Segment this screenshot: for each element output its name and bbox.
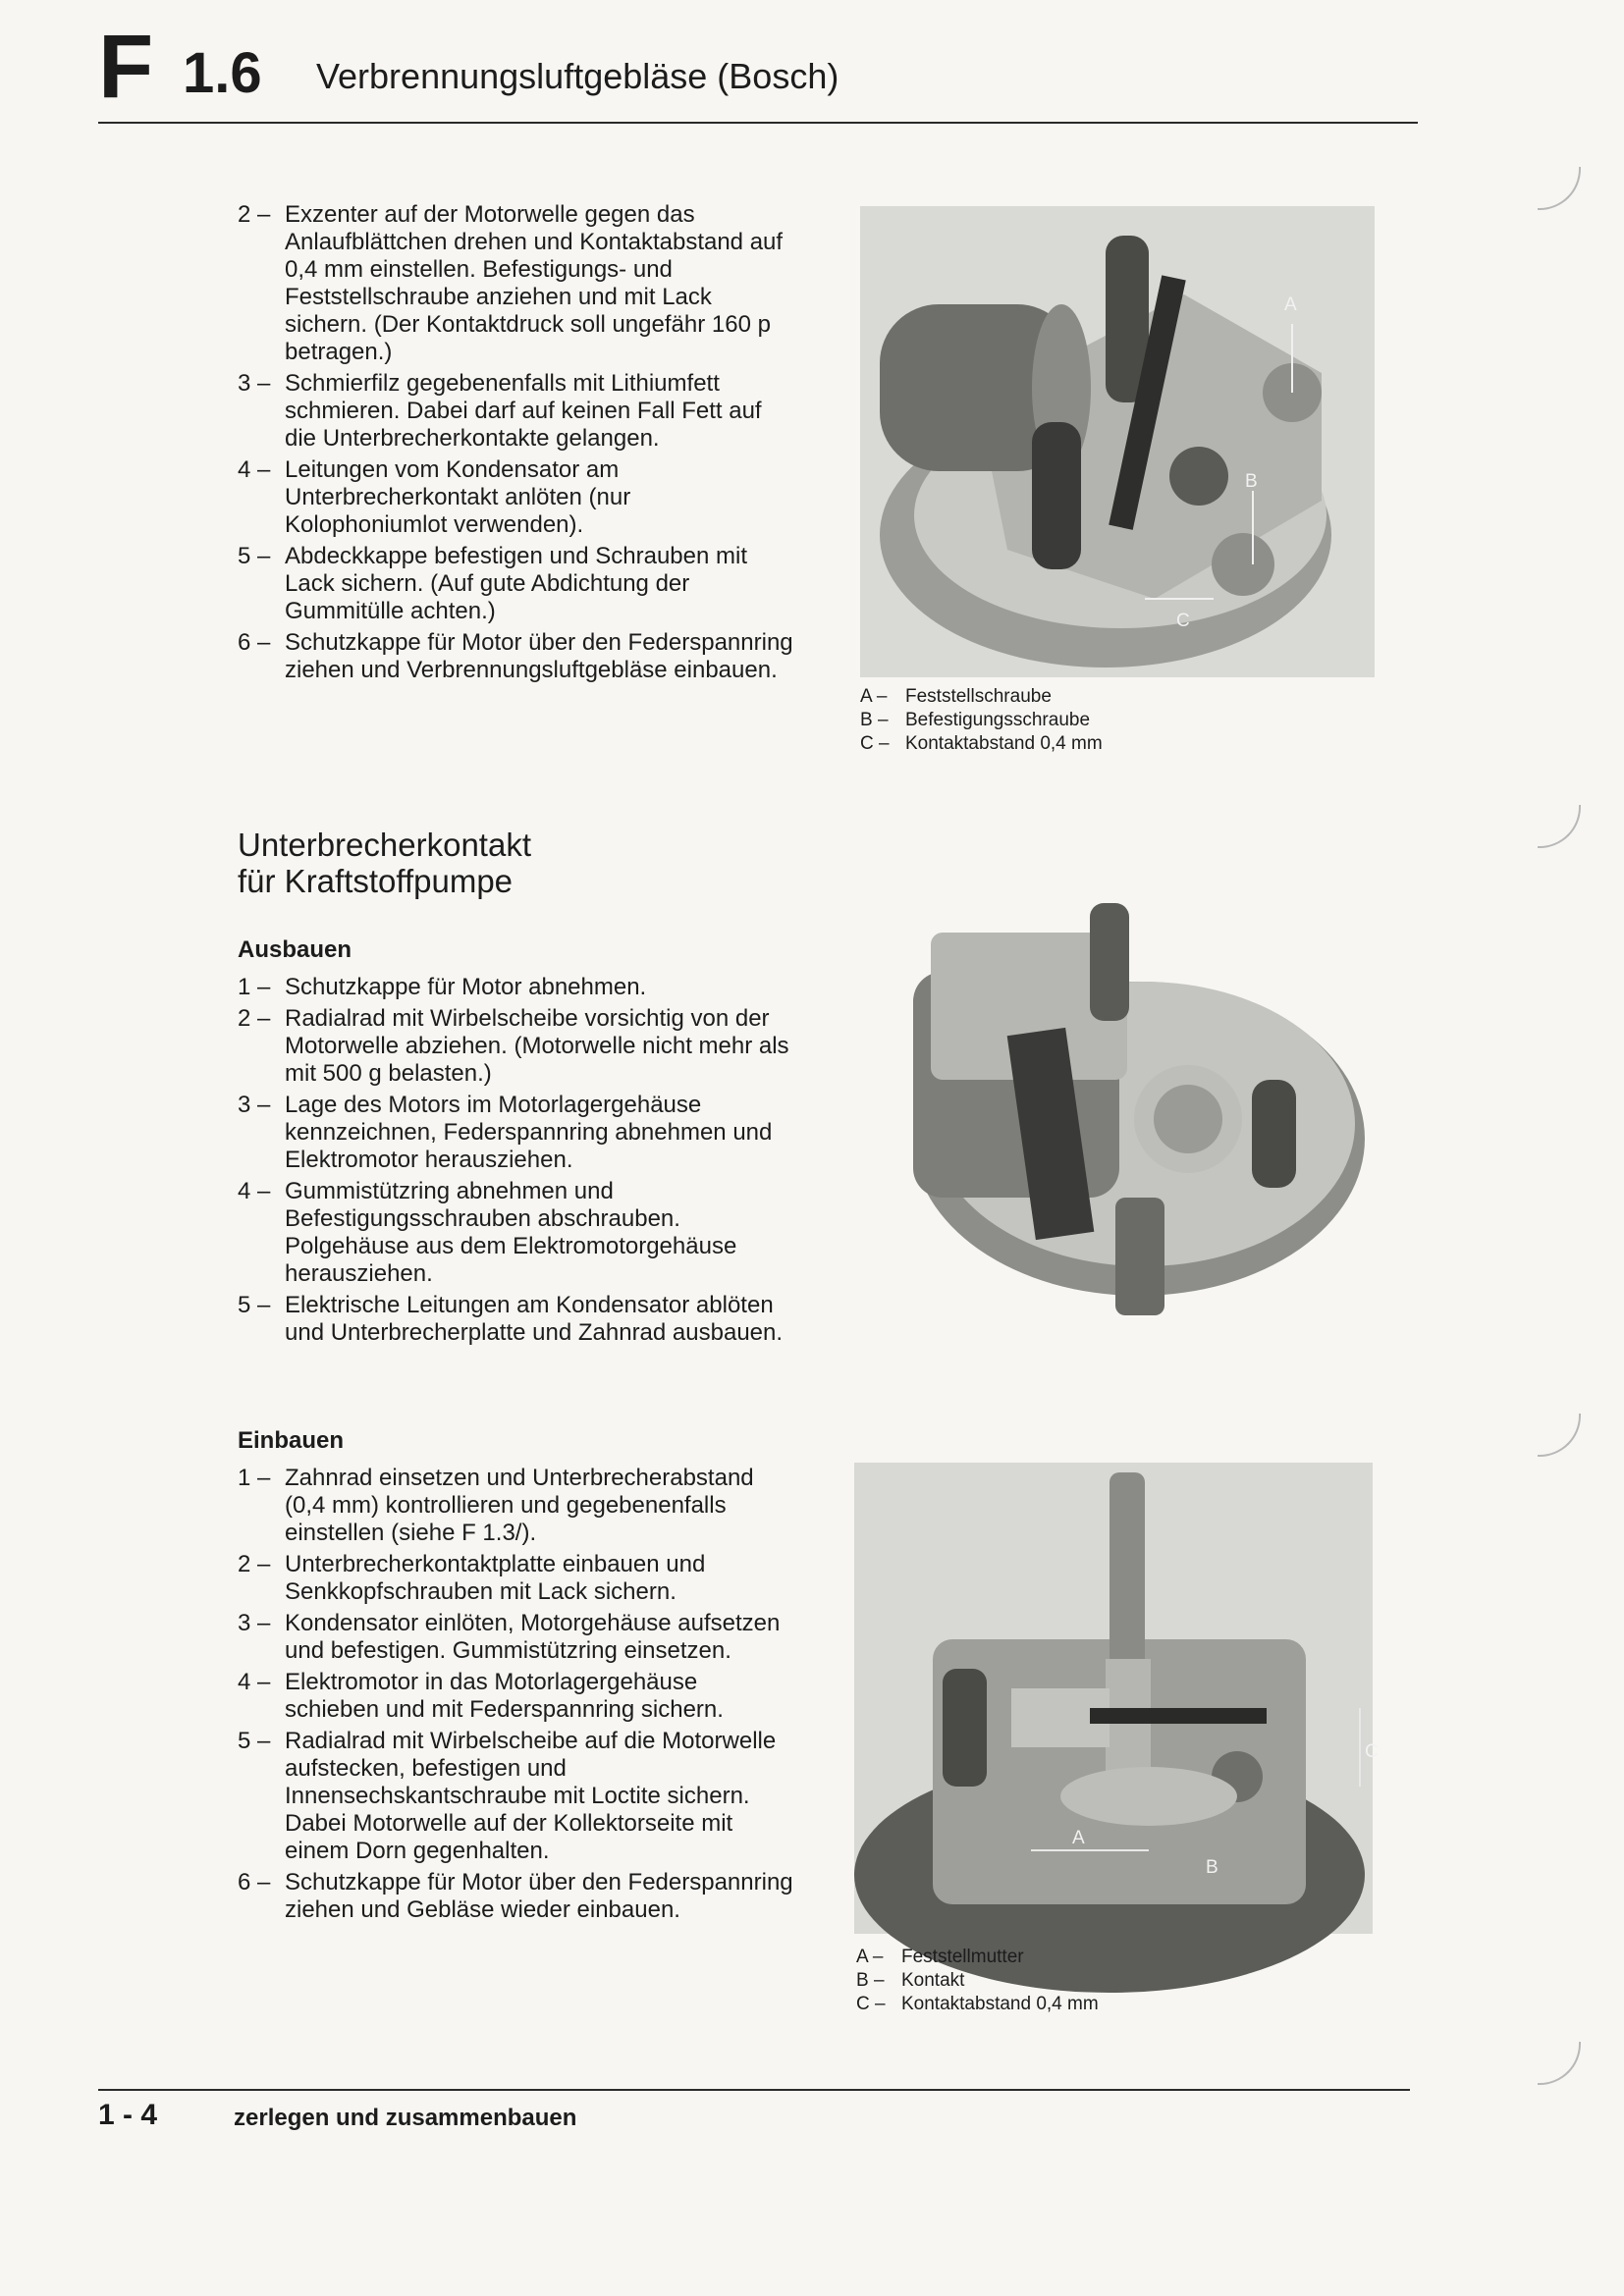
list-item: 3 – Kondensator einlöten, Motorgehäuse aufsetzen und befestigen. Gummistützring einsetzen. <box>238 1610 781 1664</box>
list-item: 4 – Gummistützring abnehmen und Befestigungsschrauben abschrauben. Polgehäuse aus dem Elektromotorgehäuse herausziehen. <box>238 1178 737 1287</box>
label-b: B <box>1206 1857 1218 1878</box>
photo-motor-shaft <box>854 1463 1379 1934</box>
list-item: 5 – Elektrische Leitungen am Kondensator ablöten und Unterbrecherplatte und Zahnrad ausbauen. <box>238 1292 784 1346</box>
steps-list-ausbauen <box>238 974 797 1351</box>
footer-rule <box>98 2089 1410 2091</box>
steps-list-1 <box>238 201 797 688</box>
binder-mark <box>1538 1414 1581 1457</box>
footer-text: zerlegen und zusammenbauen <box>234 2105 577 2131</box>
caption-line: C – Kontaktabstand 0,4 mm <box>860 733 1103 754</box>
photo-contact-assembly <box>860 206 1375 677</box>
binder-mark <box>1538 2042 1581 2085</box>
list-item: 2 – Unterbrecherkontaktplatte einbauen und Senkkopfschrauben mit Lack sichern. <box>238 1551 706 1605</box>
label-a: A <box>1284 294 1297 315</box>
label-b: B <box>1245 471 1258 492</box>
list-item: 1 – Schutzkappe für Motor abnehmen. <box>238 974 647 1000</box>
label-c: C <box>1176 611 1190 631</box>
list-item: 5 – Abdeckkappe befestigen und Schrauben mit Lack sichern. (Auf gute Abdichtung der Gummitülle achten.) <box>238 543 747 624</box>
list-item: 3 – Lage des Motors im Motorlagergehäuse kennzeichnen, Federspannring abnehmen und Elektromotor herausziehen. <box>238 1092 773 1173</box>
steps-list-einbauen <box>238 1465 797 1928</box>
subheading-ausbauen: Ausbauen <box>238 936 352 963</box>
caption-line: A – Feststellmutter <box>856 1947 1024 1967</box>
chapter-number: 1.6 <box>183 41 262 105</box>
header-rule <box>98 122 1418 124</box>
photo-motor-shaft-illustration <box>854 1463 1379 1934</box>
list-item: 4 – Elektromotor in das Motorlagergehäuse schieben und mit Federspannring sichern. <box>238 1669 724 1723</box>
figure-caption-3 <box>856 1946 1371 2016</box>
section-heading: Unterbrecherkontakt für Kraftstoffpumpe <box>238 827 531 899</box>
photo-breaker-plate-illustration <box>903 864 1365 1335</box>
page-number: 1 - 4 <box>98 2099 158 2131</box>
caption-line: C – Kontaktabstand 0,4 mm <box>856 1994 1099 2014</box>
list-item: 6 – Schutzkappe für Motor über den Federspannring ziehen und Verbrennungsluftgebläse einbauen. <box>238 629 793 683</box>
chapter-letter: F <box>98 17 152 117</box>
figure-caption-1 <box>860 685 1375 756</box>
list-item: 2 – Exzenter auf der Motorwelle gegen das Anlaufblättchen drehen und Kontaktabstand auf 0,4 mm einstellen. Befestigungs- und Feststellschraube anziehen und mit Lack sichern. (Der Kontaktdruck soll ungefähr 160 p betragen.) <box>238 201 784 365</box>
label-a: A <box>1072 1828 1085 1848</box>
list-item: 3 – Schmierfilz gegebenenfalls mit Lithiumfett schmieren. Dabei darf auf keinen Fall Fett auf die Unterbrecherkontakte gelangen. <box>238 370 762 452</box>
list-item: 4 – Leitungen vom Kondensator am Unterbrecherkontakt anlöten (nur Kolophoniumlot verwenden). <box>238 456 631 538</box>
list-item: 6 – Schutzkappe für Motor über den Federspannring ziehen und Gebläse wieder einbauen. <box>238 1869 793 1923</box>
list-item: 5 – Radialrad mit Wirbelscheibe auf die Motorwelle aufstecken, befestigen und Innensechskantschraube mit Loctite sichern. Dabei Motorwelle auf der Kollektorseite mit einem Dorn gegenhalten. <box>238 1728 777 1864</box>
label-c: C <box>1365 1741 1379 1762</box>
list-item: 1 – Zahnrad einsetzen und Unterbrecherabstand (0,4 mm) kontrollieren und gegebenenfalls einstellen (siehe F 1.3/). <box>238 1465 754 1546</box>
page-title: Verbrennungsluftgebläse (Bosch) <box>316 56 839 96</box>
binder-mark <box>1538 167 1581 210</box>
caption-line: B – Befestigungsschraube <box>860 710 1091 730</box>
binder-mark <box>1538 805 1581 848</box>
subheading-einbauen: Einbauen <box>238 1427 345 1454</box>
list-item: 2 – Radialrad mit Wirbelscheibe vorsichtig von der Motorwelle abziehen. (Motorwelle nicht mehr als mit 500 g belasten.) <box>238 1005 789 1087</box>
photo-breaker-plate <box>903 864 1365 1335</box>
caption-line: A – Feststellschraube <box>860 686 1052 707</box>
photo-contact-assembly-illustration <box>860 206 1375 677</box>
caption-line: B – Kontakt <box>856 1970 965 1991</box>
